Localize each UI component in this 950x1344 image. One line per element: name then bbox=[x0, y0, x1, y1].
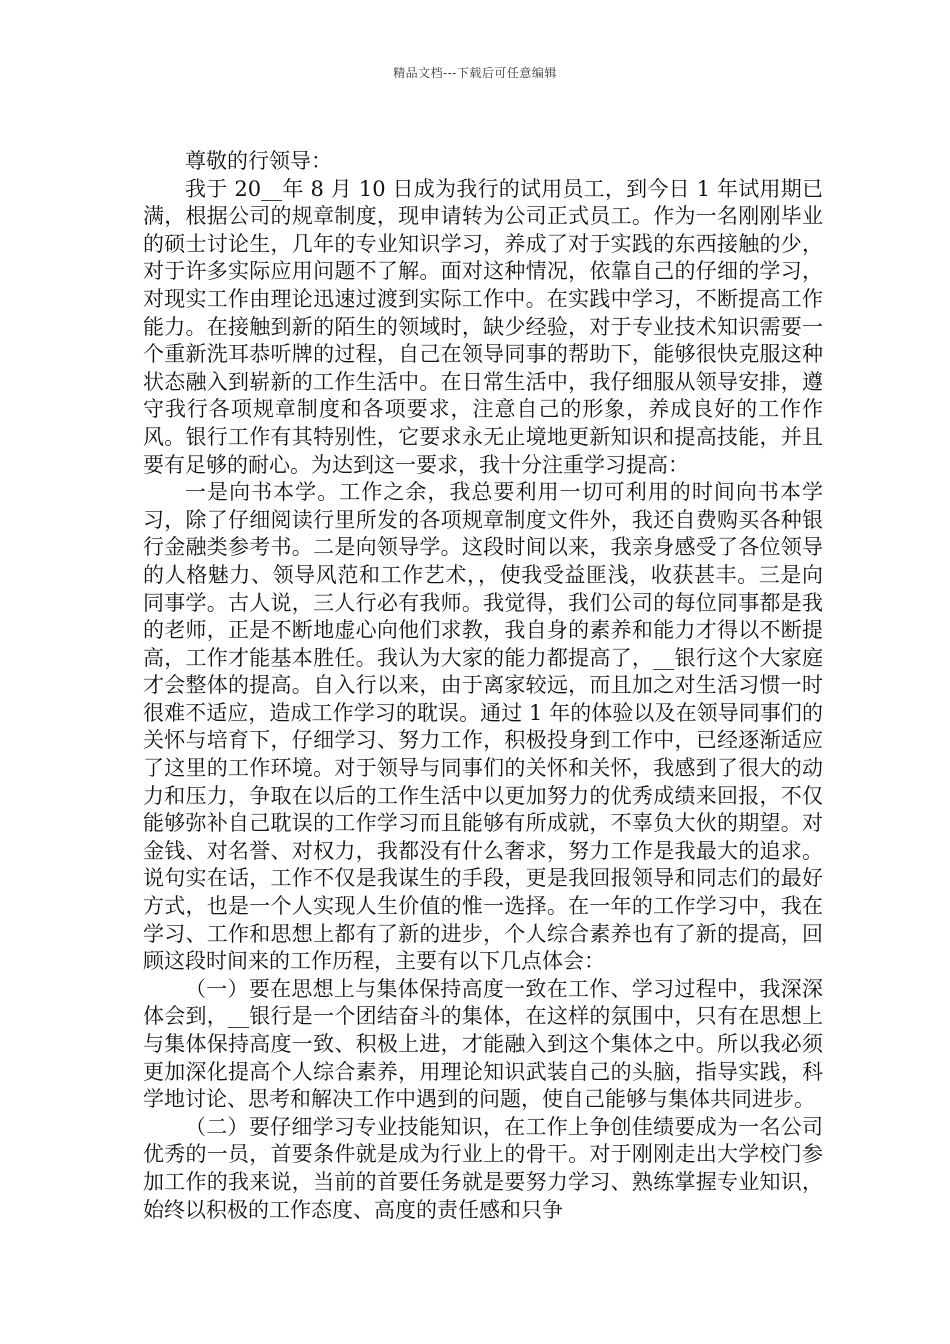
page-header: 精品文档---下载后可任意编辑 bbox=[393, 66, 557, 80]
salutation: 尊敬的行领导： bbox=[185, 149, 332, 173]
paragraph-4: （二）要仔细学习专业技能知识，在工作上争创佳绩要成为一名公司优秀的一员，首要条件就是成为行业上的骨干。对于刚刚走出大学校门参加工作的我来说，当前的首要任务就是要努力学习、熟练掌握专业知识，始终以积极的工作态度、高度的责任感和只争 bbox=[143, 1114, 823, 1222]
paragraph-3: （一）要在思想上与集体保持高度一致在工作、学习过程中，我深深体会到，__银行是一个团结奋斗的集体，在这样的氛围中，只有在思想上与集体保持高度一致、积极上进，才能融入到这个集体之中。所以我必须更加深化提高个人综合素养，用理论知识武装自己的头脑，指导实践，科学地讨论、思考和解决工作中遇到的问题，使自己能够与集体共同进步。 bbox=[143, 976, 823, 1112]
paragraph-2: 一是向书本学。工作之余，我总要利用一切可利用的时间向书本学习，除了仔细阅读行里所发的各项规章制度文件外，我还自费购买各种银行金融类参考书。二是向领导学。这段时间以来，我亲身感受了各位领导的人格魅力、领导风范和工作艺术，，使我受益匪浅，收获甚丰。三是向同事学。古人说，三人行必有我师。我觉得，我们公司的每位同事都是我的老师，正是不断地虚心向他们求教，我自身的素养和能力才得以不断提高，工作才能基本胜任。我认为大家的能力都提高了，__银行这个大家庭才会整体的提高。自入行以来，由于离家较远，而且加之对生活习惯一时很难不适应，造成工作学习的耽误。通过 1 年的体验以及在领导同事们的关怀与培育下，仔细学习、努力工作，积极投身到工作中，已经逐渐适应了这里的工作环境。对于领导与同事们的关怀和关怀，我感到了很大的动力和压力，争取在以后的工作生活中以更加努力的优秀成绩来回报，不仅能够弥补自己耽误的工作学习而且能够有所成就，不辜负大伙的期望。对金钱、对名誉、对权力，我都没有什么奢求，努力工作是我最大的追求。说句实在话，工作不仅是我谋生的手段，更是我回报领导和同志们的最好方式，也是一个人实现人生价值的惟一选择。在一年的工作学习中，我在学习、工作和思想上都有了新的进步，个人综合素养也有了新的提高，回顾这段时间来的工作历程，主要有以下几点体会： bbox=[143, 480, 823, 974]
document-body bbox=[143, 148, 823, 1224]
paragraph-1: 我于 20__年 8 月 10 日成为我行的试用员工，到今日 1 年试用期已满，根据公司的规章制度，现申请转为公司正式员工。作为一名刚刚毕业的硕士讨论生，几年的专业知识学习，养成了对于实践的东西接触的少，对于许多实际应用问题不了解。面对这种情况，依靠自己的仔细的学习，对现实工作由理论迅速过渡到实际工作中。在实践中学习，不断提高工作能力。在接触到新的陌生的领域时，缺少经验，对于专业技术知识需要一个重新洗耳恭听牌的过程，自己在领导同事的帮助下，能够很快克服这种状态融入到崭新的工作生活中。在日常生活中，我仔细服从领导安排，遵守我行各项规章制度和各项要求，注意自己的形象，养成良好的工作作风。银行工作有其特别性，它要求永无止境地更新知识和提高技能，并且要有足够的耐心。为达到这一要求，我十分注重学习提高： bbox=[143, 176, 823, 477]
